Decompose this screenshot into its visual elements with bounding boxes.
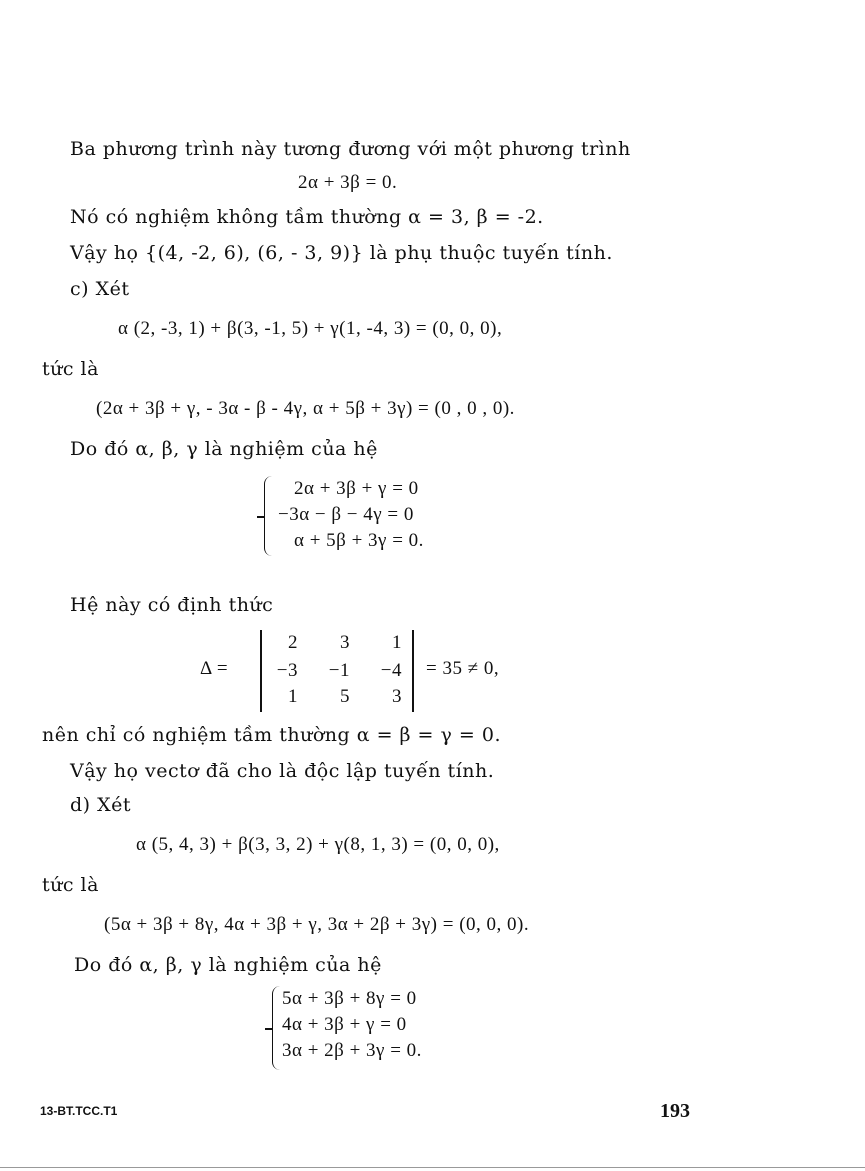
section-label: c) Xét [70,278,130,300]
text-line: Vậy họ {(4, -2, 6), (6, - 3, 9)} là phụ thuộc tuyến tính. [70,242,613,264]
matrix-cell: 3 [392,686,402,707]
matrix-cell: −4 [380,660,402,681]
equation: 2α + 3β = 0. [298,172,398,193]
footer-code: 13-BT.TCC.T1 [40,1104,118,1118]
matrix-cell: 3 [340,632,350,653]
matrix-cell: 5 [340,686,350,707]
bottom-rule [0,1167,865,1168]
matrix-cell: 2 [288,632,298,653]
determinant [200,630,560,714]
text-line: Hệ này có định thức [70,594,274,616]
equation-system-2 [272,986,492,1070]
equation: α (5, 4, 3) + β(3, 3, 2) + γ(8, 1, 3) = (0, 0, 0), [136,834,500,855]
text-line: nên chỉ có nghiệm tầm thường α = β = γ = 0. [42,724,502,746]
matrix-cell: 1 [392,632,402,653]
system-row: α + 5β + 3γ = 0. [294,530,424,551]
equation: (2α + 3β + γ, - 3α - β - 4γ, α + 5β + 3γ) = (0 , 0 , 0). [96,398,515,419]
determinant-bar-right [412,630,414,712]
system-row: 2α + 3β + γ = 0 [294,478,419,499]
text-line: Do đó α, β, γ là nghiệm của hệ [74,954,382,976]
matrix-cell: −1 [328,660,350,681]
system-row: 4α + 3β + γ = 0 [282,1014,407,1035]
page-number: 193 [660,1100,690,1122]
section-label: d) Xét [70,794,132,816]
system-row: 5α + 3β + 8γ = 0 [282,988,417,1009]
equation: α (2, -3, 1) + β(3, -1, 5) + γ(1, -4, 3) = (0, 0, 0), [118,318,503,339]
matrix-cell: −3 [276,660,298,681]
text-line: Nó có nghiệm không tầm thường α = 3, β = -2. [70,206,544,228]
text-line: tức là [42,874,99,896]
text-line: Ba phương trình này tương đương với một phương trình [70,138,631,160]
equation: (5α + 3β + 8γ, 4α + 3β + γ, 3α + 2β + 3γ) = (0, 0, 0). [104,914,530,935]
text-line: tức là [42,358,99,380]
system-row: 3α + 2β + 3γ = 0. [282,1040,422,1061]
matrix-cell: 1 [288,686,298,707]
determinant-result: = 35 ≠ 0, [426,658,500,679]
text-line: Vậy họ vectơ đã cho là độc lập tuyến tính. [70,760,495,782]
system-row: −3α − β − 4γ = 0 [278,504,414,525]
delta-symbol: Δ = [200,658,229,679]
left-brace [264,476,275,556]
equation-system-1 [264,476,494,556]
text-line: Do đó α, β, γ là nghiệm của hệ [70,438,378,460]
